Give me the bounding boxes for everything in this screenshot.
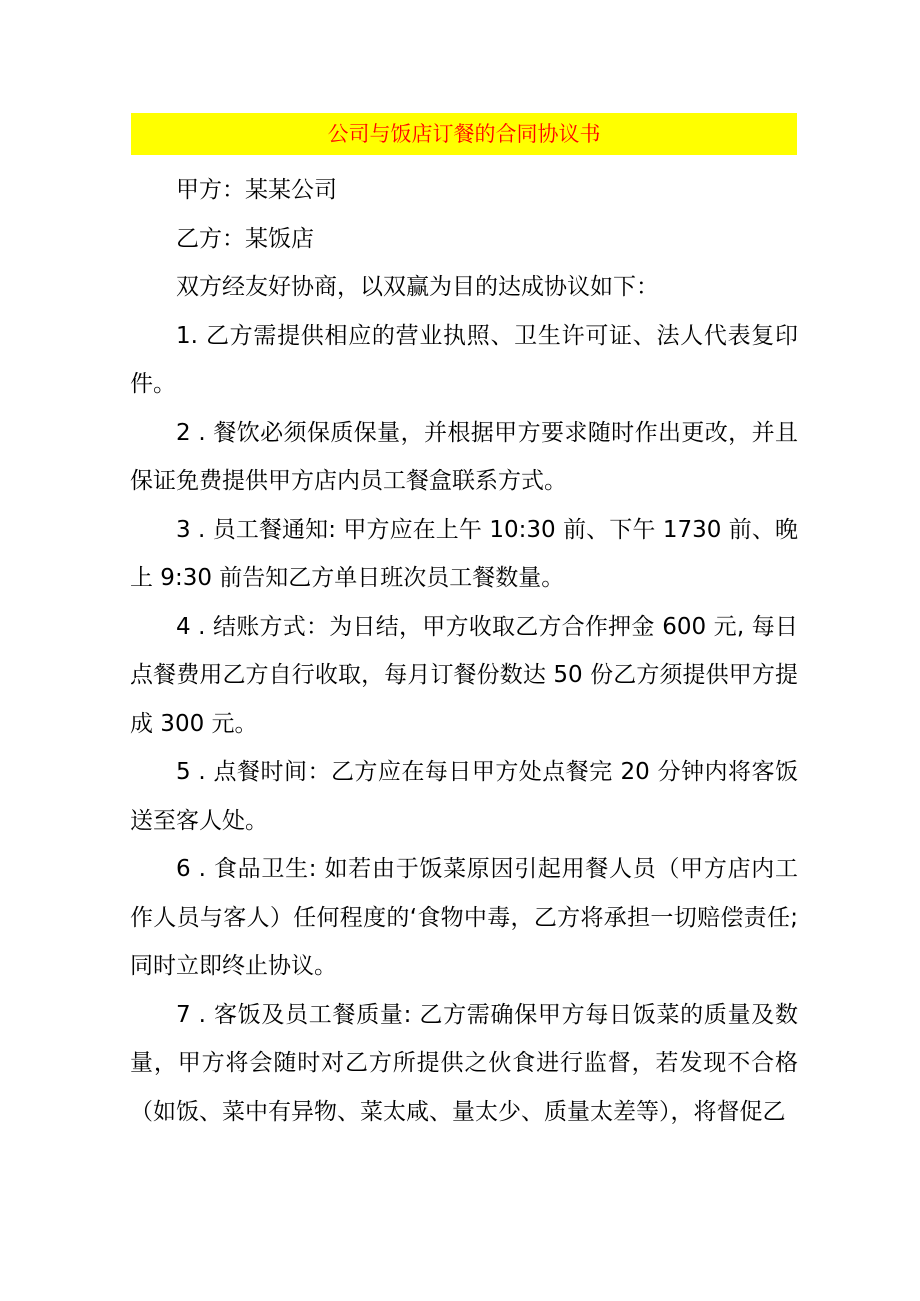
clause-3: 3 . 员工餐通知: 甲方应在上午 10:30 前、下午 1730 前、晚上 9:30 前告知乙方单日班次员工餐数量。 bbox=[130, 516, 798, 591]
clause-6: 6 . 食品卫生: 如若由于饭菜原因引起用餐人员（甲方店内工作人员与客人）任何程度的‘食物中毒，乙方将承担一切赔偿责任; 同时立即终止协议。 bbox=[130, 856, 798, 979]
clause-1: 1. 乙方需提供相应的营业执照、卫生许可证、法人代表复印件。 bbox=[130, 322, 798, 397]
agreement-intro: 双方经友好协商，以双赢为目的达成协议如下： bbox=[176, 274, 659, 300]
clause-4: 4 . 结账方式：为日结，甲方收取乙方合作押金 600 元, 每日点餐费用乙方自行收取，每月订餐份数达 50 份乙方须提供甲方提成 300 元。 bbox=[130, 613, 798, 737]
document-title: 公司与饭店订餐的合同协议书 bbox=[327, 122, 601, 146]
party-a-line: 甲方：某某公司 bbox=[176, 177, 337, 203]
title-banner bbox=[131, 113, 797, 155]
clause-7: 7 . 客饭及员工餐质量: 乙方需确保甲方每日饭菜的质量及数量，甲方将会随时对乙方所提供之伙食进行监督，若发现不合格（如饭、菜中有异物、菜太咸、量太少、质量太差等），将督促乙 bbox=[130, 1001, 798, 1125]
document-body bbox=[130, 166, 798, 1136]
party-b-line: 乙方：某饭店 bbox=[176, 225, 314, 252]
clause-5: 5 . 点餐时间：乙方应在每日甲方处点餐完 20 分钟内将客饭送至客人处。 bbox=[130, 759, 798, 834]
clause-2: 2 . 餐饮必须保质保量，并根据甲方要求随时作出更改，并且保证免费提供甲方店内员工餐盒联系方式。 bbox=[130, 419, 798, 494]
